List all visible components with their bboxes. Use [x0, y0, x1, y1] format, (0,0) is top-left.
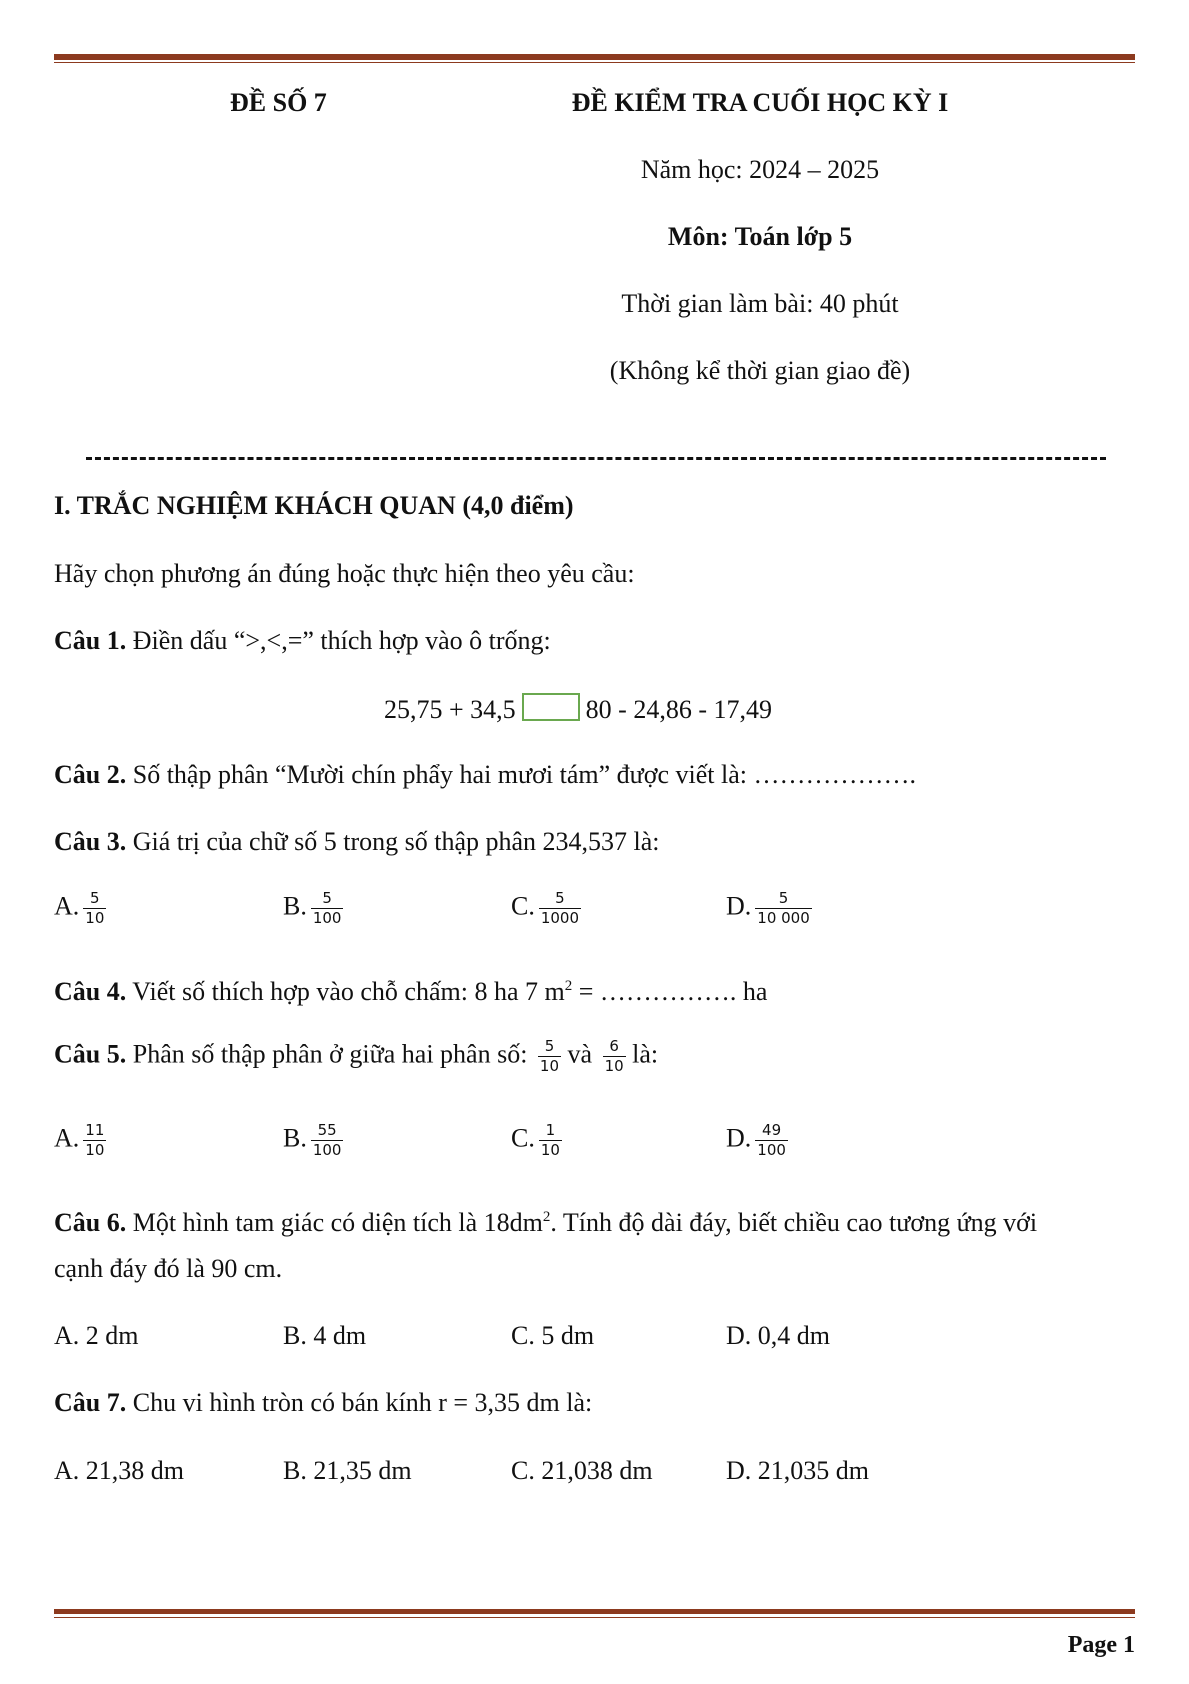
q5-option-d[interactable] [726, 1122, 788, 1160]
q5-option-a[interactable] [54, 1122, 106, 1160]
question-text: Điền dấu “>,<,=” thích hợp vào ô trống: [126, 626, 551, 655]
question-text: Viết số thích hợp vào chỗ chấm: 8 ha 7 m [126, 977, 565, 1006]
question-7 [54, 1388, 592, 1418]
fraction [311, 890, 344, 928]
question-2 [54, 760, 916, 790]
question-label: Câu 1. [54, 626, 127, 655]
denominator: 10 [85, 909, 105, 928]
school-year: Năm học: 2024 – 2025 [640, 155, 880, 184]
option-letter: C. [511, 891, 535, 921]
numerator: 55 [317, 1121, 337, 1139]
section-instruction: Hãy chọn phương án đúng hoặc thực hiện theo yêu cầu: [54, 559, 635, 588]
fraction [538, 1038, 561, 1076]
question-5 [54, 1038, 658, 1076]
question-label: Câu 3. [54, 827, 127, 856]
fraction [539, 890, 581, 928]
question-label: Câu 7. [54, 1388, 127, 1417]
numerator: 5 [555, 889, 565, 907]
question-text-end: là: [625, 1039, 659, 1069]
q5-option-b[interactable] [283, 1122, 343, 1160]
question-6-line2: cạnh đáy đó là 90 cm. [54, 1254, 283, 1283]
denominator: 10 [604, 1057, 624, 1076]
question-text: Số thập phân “Mười chín phẩy hai mươi tám” được viết là: ………………. [126, 760, 916, 789]
question-6 [54, 1208, 1037, 1238]
denominator: 10 [540, 1141, 560, 1160]
exam-title: ĐỀ KIỂM TRA CUỐI HỌC KỲ I [571, 88, 949, 117]
fraction [603, 1038, 626, 1076]
numerator: 5 [544, 1037, 555, 1055]
subject: Môn: Toán lớp 5 [667, 222, 853, 251]
numerator: 5 [90, 889, 100, 907]
fraction [755, 1122, 788, 1160]
option-letter: A. [54, 1123, 80, 1153]
denominator: 1000 [540, 909, 580, 928]
q6-option-d[interactable]: D. 0,4 dm [726, 1321, 830, 1350]
page-number: Page 1 [1067, 1632, 1135, 1658]
denominator: 100 [312, 909, 342, 928]
right-expression: 80 - 24,86 - 17,49 [585, 695, 772, 724]
q6-option-c[interactable]: C. 5 dm [511, 1321, 595, 1350]
option-letter: D. [726, 891, 752, 921]
question-label: Câu 4. [54, 977, 127, 1006]
q3-option-c[interactable] [511, 890, 581, 928]
question-text: Giá trị của chữ số 5 trong số thập phân 234,537 là: [126, 827, 660, 856]
question-label: Câu 5. [54, 1039, 127, 1069]
question-text: Phân số thập phân ở giữa hai phân số: [126, 1039, 534, 1069]
bottom-rule-thin [54, 1617, 1135, 1618]
denominator: 10 [539, 1057, 560, 1076]
question-label: Câu 6. [54, 1208, 127, 1237]
numerator: 6 [609, 1037, 619, 1055]
fraction [311, 1122, 344, 1160]
question-4 [54, 977, 767, 1007]
q3-option-b[interactable] [283, 890, 343, 928]
numerator: 49 [762, 1121, 782, 1139]
q7-option-d[interactable]: D. 21,035 dm [726, 1456, 869, 1485]
q7-option-c[interactable]: C. 21,038 dm [511, 1456, 653, 1485]
denominator: 10 000 [757, 909, 810, 928]
question-text: Một hình tam giác có diện tích là 18dm [126, 1208, 543, 1237]
question-text-end: = ……………. ha [572, 977, 768, 1006]
q6-option-a[interactable]: A. 2 dm [54, 1321, 139, 1350]
question-1 [54, 626, 551, 656]
q5-option-c[interactable] [511, 1122, 562, 1160]
denominator: 100 [757, 1141, 786, 1160]
duration: Thời gian làm bài: 40 phút [621, 289, 899, 318]
denominator: 100 [312, 1141, 342, 1160]
numerator: 5 [778, 889, 789, 907]
denominator: 10 [85, 1141, 105, 1160]
fraction [755, 890, 812, 928]
q3-option-a[interactable] [54, 890, 106, 928]
left-expression: 25,75 + 34,5 [384, 695, 516, 724]
option-letter: A. [54, 891, 80, 921]
question-label: Câu 2. [54, 760, 127, 789]
top-rule [54, 54, 1135, 60]
top-rule-thin [54, 62, 1135, 63]
fraction [539, 1122, 562, 1160]
q1-comparison [384, 693, 772, 725]
numerator: 1 [545, 1121, 556, 1139]
duration-note: (Không kể thời gian giao đề) [609, 356, 911, 385]
separator-dashes [86, 457, 1106, 460]
numerator: 5 [322, 889, 332, 907]
conjunction: và [561, 1039, 599, 1069]
option-letter: C. [511, 1123, 535, 1153]
q7-option-a[interactable]: A. 21,38 dm [54, 1456, 184, 1485]
option-letter: B. [283, 891, 307, 921]
q6-option-b[interactable]: B. 4 dm [283, 1321, 367, 1350]
q7-option-b[interactable]: B. 21,35 dm [283, 1456, 412, 1485]
superscript: 2 [564, 978, 573, 994]
option-letter: D. [726, 1123, 752, 1153]
fraction [83, 890, 106, 928]
section-title: I. TRẮC NGHIỆM KHÁCH QUAN (4,0 điểm) [54, 491, 574, 520]
fraction [83, 1122, 106, 1160]
option-letter: B. [283, 1123, 307, 1153]
question-3 [54, 827, 660, 857]
question-text: Chu vi hình tròn có bán kính r = 3,35 dm là: [126, 1388, 593, 1417]
q3-option-d[interactable] [726, 890, 812, 928]
answer-box[interactable] [522, 693, 580, 721]
numerator: 11 [85, 1121, 105, 1139]
exam-number: ĐỀ SỐ 7 [230, 88, 327, 117]
bottom-rule [54, 1609, 1135, 1614]
superscript: 2 [542, 1209, 551, 1225]
question-text-cont: . Tính độ dài đáy, biết chiều cao tương ứng với [550, 1208, 1038, 1237]
